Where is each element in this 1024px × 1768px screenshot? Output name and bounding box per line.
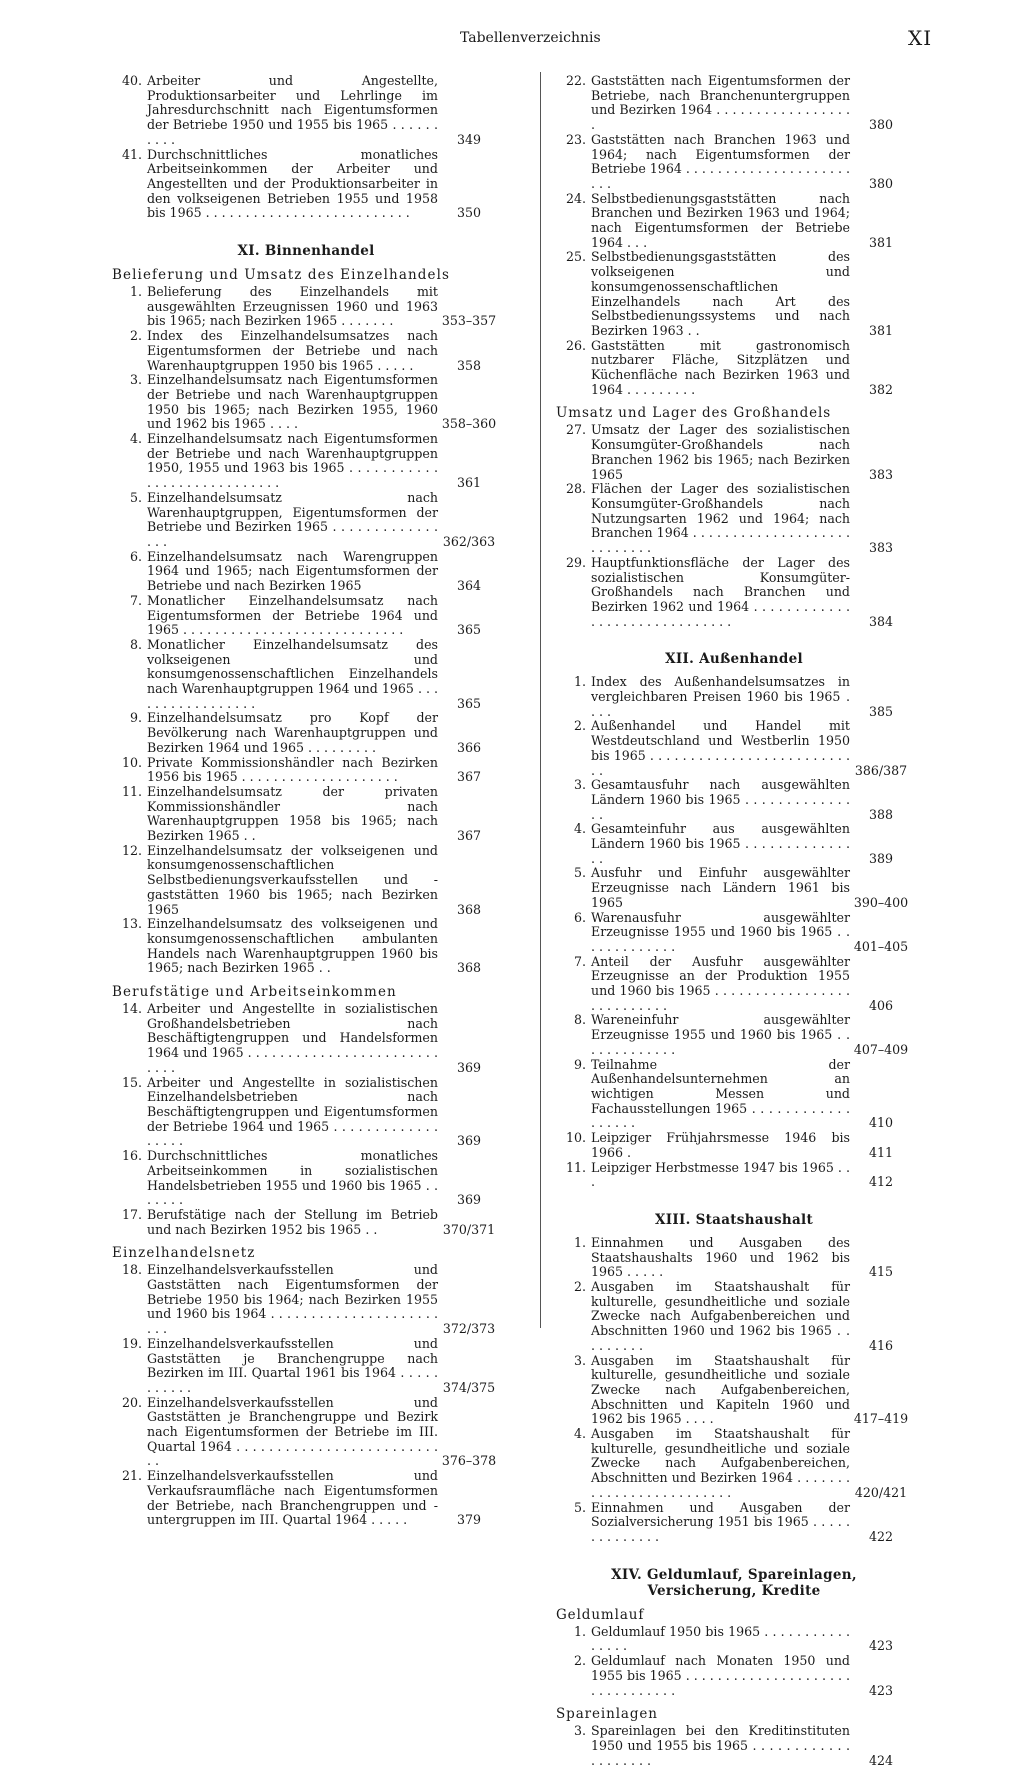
entry-page-reference: 423 [868,1682,894,1698]
entry-title: Ausgaben im Staatshaushalt für kulturelle, gesundheitliche und soziale Zwecke nach Aufgabenbereichen und Abschnitten 1960 und 1962 bis 1965 . . . . . . . . . [591,1279,850,1353]
entry-number: 3. [129,372,142,388]
toc-entry [556,1161,912,1190]
entry-number: 10. [565,1130,586,1146]
entry-list [556,1236,912,1545]
toc-entry [112,373,500,432]
toc-entry [112,638,500,712]
entry-title: Arbeiter und Angestellte in sozialistischen Großhandelsbetrieben nach Beschäftigtengruppen und Handelsformen 1964 und 1965 . . . . . . . . . . . . . . . . . . . . . . . . . . . . [147,1001,438,1075]
entry-title: Leipziger Frühjahrsmesse 1946 bis 1966 . [591,1130,850,1160]
entry-page-reference: 384 [868,613,894,629]
entry-number: 4. [573,1426,586,1442]
entry-title: Ausfuhr und Einfuhr ausgewählter Erzeugnisse nach Ländern 1961 bis 1965 [591,865,850,910]
entry-title: Wareneinfuhr ausgewählter Erzeugnisse 1955 und 1960 bis 1965 . . . . . . . . . . . . . [591,1012,850,1057]
entry-list [556,74,912,397]
toc-entry [556,1013,912,1057]
toc-entry [556,339,912,398]
entry-title: Teilnahme der Außenhandelsunternehmen an wichtigen Messen und Fachausstellungen 1965 . . . . . . . . . . . . . . . . . . [591,1056,850,1131]
entry-title: Einnahmen und Ausgaben der Sozialversicherung 1951 bis 1965 . . . . . . . . . . . . . . [591,1499,850,1544]
entry-page-reference: 358 [456,357,482,373]
toc-entry [556,1724,912,1768]
entry-page-reference: 379 [456,1512,482,1528]
entry-page-reference: 415 [868,1264,894,1280]
entry-page-reference: 364 [456,578,482,594]
entry-number: 21. [121,1468,142,1484]
toc-entry [556,911,912,955]
entry-title: Einzelhandelsumsatz pro Kopf der Bevölkerung nach Warenhauptgruppen und Bezirken 1964 und 1965 . . . . . . . . . [147,710,438,755]
entry-page-reference: 411 [868,1144,894,1160]
entry-number: 11. [565,1159,586,1175]
entry-page-reference: 369 [456,1059,482,1075]
entry-page-reference: 367 [456,769,482,785]
entry-number: 6. [129,548,142,564]
subsection-heading-spareinlagen: Spareinlagen [556,1706,658,1723]
toc-entry [112,756,500,785]
entry-page-reference: 385 [868,703,894,719]
entry-number: 5. [573,1499,586,1515]
entry-title: Arbeiter und Angestellte in sozialistischen Einzelhandelsbetrieben nach Beschäftigtengruppen und Eigentumsformen der Betriebe 1964 und 1965 . . . . . . . . . . . . . . . . . . [147,1074,438,1149]
entry-number: 29. [565,554,586,570]
entry-number: 26. [565,337,586,353]
column-divider [540,72,541,1328]
entry-page-reference: 401–405 [853,938,909,954]
entry-page-reference: 417–419 [853,1411,909,1427]
entry-number: 15. [121,1074,142,1090]
entry-list [556,675,912,1190]
entry-page-reference: 422 [868,1528,894,1544]
toc-entry [556,778,912,822]
entry-number: 12. [121,842,142,858]
left-column [112,74,500,1528]
toc-entry [112,1076,500,1150]
section-title-xiv-line1: XIV. Geldumlauf, Spareinlagen, [611,1566,857,1583]
entry-title: Ausgaben im Staatshaushalt für kulturelle, gesundheitliche und soziale Zwecke nach Aufgabenbereichen, Abschnitten und Kapiteln 1960 und 1962 bis 1965 . . . . [591,1352,850,1427]
entry-page-reference: 365 [456,695,482,711]
entry-number: 1. [573,1234,586,1250]
section-title-xii: XII. Außenhandel [665,651,803,668]
toc-entry [112,1337,500,1396]
entry-title: Anteil der Ausfuhr ausgewählter Erzeugnisse an der Produktion 1955 und 1960 bis 1965 . . . . . . . . . . . . . . . . . . . . . . . . . . . [591,953,850,1013]
entry-title: Hauptfunktionsfläche der Lager des sozialistischen Konsumgüter-Großhandels nach Branchen und Bezirken 1962 und 1964 . . . . . . . . . . . . . . . . . . . . . . . . . . . . . . [591,554,850,629]
entry-number: 9. [573,1056,586,1072]
entry-title: Gaststätten nach Branchen 1963 und 1964; nach Eigentumsformen der Betriebe 1964 . . . . . . . . . . . . . . . . . . . . . . . . [591,131,850,191]
subsection-heading-geldumlauf: Geldumlauf [556,1606,645,1623]
entry-page-reference: 388 [868,806,894,822]
entry-page-reference: 362/363 [442,533,496,549]
toc-entry [556,423,912,482]
entry-title: Ausgaben im Staatshaushalt für kulturelle, gesundheitliche und soziale Zwecke nach Aufgabenbereichen, Abschnitten und Bezirken 1964 . . . . . . . . . . . . . . . . . . . . . . . . . [591,1426,850,1500]
entry-number: 14. [121,1001,142,1017]
entry-page-reference: 374/375 [442,1379,496,1395]
toc-entry [556,1058,912,1132]
entry-title: Einzelhandelsumsatz des volkseigenen und konsumgenossenschaftlichen ambulanten Handels nach Warenhauptgruppen 1960 bis 1965; nach Bezirken 1965 . . [147,916,438,976]
entry-number: 5. [573,865,586,881]
entry-title: Gesamtausfuhr nach ausgewählten Ländern 1960 bis 1965 . . . . . . . . . . . . . . . [591,777,850,822]
entry-number: 16. [121,1148,142,1164]
entry-page-reference: 366 [456,739,482,755]
toc-entry [112,1208,500,1237]
entry-title: Monatlicher Einzelhandelsumsatz nach Eigentumsformen der Betriebe 1964 und 1965 . . . . . . . . . . . . . . . . . . . . . . . . . . . . [147,592,438,638]
entry-title: Arbeiter und Angestellte, Produktionsarbeiter und Lehrlinge im Jahresdurchschnitt nach Eigentumsformen der Betriebe 1950 und 1955 bis 1965 . . . . . . . . . . [147,73,438,147]
entry-page-reference: 406 [868,997,894,1013]
entry-list [556,1625,912,1699]
toc-entry [556,1625,912,1654]
toc-entry [112,1002,500,1076]
entry-page-reference: 412 [868,1174,894,1190]
entry-title: Monatlicher Einzelhandelsumsatz des volkseigenen und konsumgenossenschaftlichen Einzelhandels nach Warenhauptgruppen 1964 und 1965 . . . . . . . . . . . . . . . . . [147,636,438,711]
toc-entry [112,844,500,918]
entry-title: Durchschnittliches monatliches Arbeitseinkommen der Arbeiter und Angestellten und der Produktionsarbeiter in den volkseigenen Betrieben 1955 und 1958 bis 1965 . . . . . . . . . . . . . . . . . . . . . . . . . . [147,146,438,221]
toc-entry [112,711,500,755]
toc-entry [556,955,912,1014]
entry-page-reference: 382 [868,381,894,397]
toc-entry [556,822,912,866]
toc-entry [556,1501,912,1545]
entry-title: Selbstbedienungsgaststätten nach Branchen und Bezirken 1963 und 1964; nach Eigentumsformen der Betriebe 1964 . . . [591,190,850,250]
entry-page-reference: 380 [868,175,894,191]
entry-page-reference: 365 [456,622,482,638]
entry-number: 1. [129,284,142,300]
entry-number: 8. [573,1012,586,1028]
entry-title: Einzelhandelsverkaufsstellen und Gaststätten nach Eigentumsformen der Betriebe 1950 bis 1964; nach Bezirken 1955 und 1960 bis 1964 . . . . . . . . . . . . . . . . . . . . . . . . [147,1262,438,1337]
entry-number: 1. [573,1623,586,1639]
entry-title: Einzelhandelsumsatz nach Warenhauptgruppen, Eigentumsformen der Betriebe und Bezirken 1965 . . . . . . . . . . . . . . . . [147,489,438,549]
entry-number: 3. [573,777,586,793]
entry-page-reference: 350 [456,205,482,221]
toc-entry [112,594,500,638]
toc-entry [112,148,500,222]
entry-number: 27. [565,422,586,438]
subsection-heading-grosshandel: Umsatz und Lager des Großhandels [556,405,832,422]
toc-entry [556,482,912,556]
entry-number: 9. [129,710,142,726]
toc-entry [556,133,912,192]
entry-number: 5. [129,489,142,505]
entry-page-reference: 410 [868,1115,894,1131]
entry-number: 19. [121,1335,142,1351]
entry-title: Warenausfuhr ausgewählter Erzeugnisse 1955 und 1960 bis 1965 . . . . . . . . . . . . . [591,909,850,954]
entry-number: 2. [573,1653,586,1669]
toc-entry [556,250,912,338]
entry-list [556,423,912,629]
toc-entry [556,866,912,910]
toc-entry [556,1654,912,1698]
toc-entry [556,1427,912,1501]
right-column [556,74,912,1768]
entry-title: Index des Außenhandelsumsatzes in vergleichbaren Preisen 1960 bis 1965 . . . . [591,674,850,719]
entry-title: Einzelhandelsumsatz der volkseigenen und konsumgenossenschaftlichen Selbstbedienungsverkaufsstellen und -gaststätten 1960 bis 1965; nach Bezirken 1965 [147,842,438,917]
toc-entry [556,556,912,630]
entry-title: Geldumlauf 1950 bis 1965 . . . . . . . . . . . . . . . . [591,1623,850,1654]
toc-entry [112,329,500,373]
entry-number: 17. [121,1206,142,1222]
toc-entry [556,1236,912,1280]
entry-list [112,285,500,976]
entry-number: 3. [573,1352,586,1368]
entry-number: 2. [573,1279,586,1295]
toc-entry [112,74,500,148]
entry-page-reference: 420/421 [854,1484,908,1500]
entry-number: 10. [121,754,142,770]
entry-page-reference: 383 [868,466,894,482]
entry-number: 2. [129,328,142,344]
entry-list [556,1724,912,1768]
toc-entry [112,432,500,491]
entry-number: 23. [565,131,586,147]
toc-entry [112,917,500,976]
toc-entry [556,1280,912,1354]
toc-entry [112,785,500,844]
entry-title: Einzelhandelsverkaufsstellen und Gaststätten je Branchengruppe nach Bezirken im III. Quartal 1961 bis 1964 . . . . . . . . . . . [147,1335,438,1395]
entry-title: Einzelhandelsumsatz der privaten Kommissionshändler nach Warenhauptgruppen 1958 bis 1965; nach Bezirken 1965 . . [147,783,438,844]
entry-number: 7. [129,592,142,608]
entry-number: 22. [565,73,586,88]
entry-page-reference: 383 [868,540,894,556]
entry-number: 7. [573,953,586,969]
entry-title: Spareinlagen bei den Kreditinstituten 1950 und 1955 bis 1965 . . . . . . . . . . . . . . . . . . . . [591,1723,850,1768]
toc-entry [556,719,912,778]
toc-entry [556,675,912,719]
toc-entry [112,1396,500,1470]
entry-title: Selbstbedienungsgaststätten des volkseigenen und konsumgenossenschaftlichen Einzelhandels nach Art des Selbstbedienungssystems und nach Bezirken 1963 . . [591,249,850,338]
toc-entry [556,1131,912,1160]
entry-page-reference: 369 [456,1133,482,1149]
entry-title: Einzelhandelsverkaufsstellen und Gaststätten je Branchengruppe und Bezirk nach Eigentumsformen der Betriebe im III. Quartal 1964 . . . . . . . . . . . . . . . . . . . . . . . . . . . [147,1394,438,1469]
subsection-heading-berufstaetige: Berufstätige und Arbeitseinkommen [112,984,397,1001]
entry-page-reference: 353–357 [441,313,497,329]
toc-entry [556,192,912,251]
subsection-heading-einzelhandelsnetz: Einzelhandelsnetz [112,1245,256,1262]
entry-page-reference: 376–378 [441,1453,497,1469]
toc-entry [112,550,500,594]
entry-page-reference: 361 [456,475,482,491]
entry-page-reference: 424 [868,1752,894,1768]
entry-page-reference: 372/373 [442,1321,496,1337]
entry-number: 6. [573,909,586,925]
entry-number: 24. [565,190,586,206]
entry-title: Einnahmen und Ausgaben des Staatshaushalts 1960 und 1962 bis 1965 . . . . . [591,1234,850,1280]
toc-entry [112,1149,500,1208]
entry-number: 2. [573,718,586,734]
entry-number: 1. [573,674,586,690]
section-title-xi: XI. Binnenhandel [237,243,375,260]
entry-title: Durchschnittliches monatliches Arbeitseinkommen in sozialistischen Handelsbetrieben 1955 und 1960 bis 1965 . . . . . . . [147,1148,438,1208]
entry-title: Flächen der Lager des sozialistischen Konsumgüter-Großhandels nach Nutzungsarten 1962 und 1964; nach Branchen 1964 . . . . . . . . . . . . . . . . . . . . . . . . . . . . [591,481,850,556]
entry-page-reference: 390–400 [853,894,909,910]
entry-number: 13. [121,916,142,932]
entry-title: Index des Einzelhandelsumsatzes nach Eigentumsformen der Betriebe und nach Warenhauptgruppen 1950 bis 1965 . . . . . [147,328,438,373]
entry-page-reference: 380 [868,117,894,133]
entry-page-reference: 370/371 [442,1221,496,1237]
entry-page-reference: 389 [868,850,894,866]
entry-title: Einzelhandelsumsatz nach Eigentumsformen der Betriebe und nach Warenhauptgruppen 1950, 1955 und 1963 bis 1965 . . . . . . . . . . . . . . . . . . . . . . . . . . . . [147,431,438,491]
entry-title: Leipziger Herbstmesse 1947 bis 1965 . . . [591,1159,850,1190]
entry-page-reference: 407–409 [853,1041,909,1057]
section-title-xiii: XIII. Staatshaushalt [654,1211,814,1228]
toc-entry [112,491,500,550]
section-title-xiv-line2: Versicherung, Kredite [647,1582,821,1599]
entry-page-reference: 368 [456,960,482,976]
entry-title: Private Kommissionshändler nach Bezirken 1956 bis 1965 . . . . . . . . . . . . . . . . . . . . [147,754,438,785]
entry-number: 8. [129,636,142,652]
entry-number: 25. [565,249,586,265]
entry-page-reference: 368 [456,901,482,917]
entry-list [112,1263,500,1528]
entry-number: 3. [573,1723,586,1739]
entry-title: Gaststätten mit gastronomisch nutzbarer Fläche, Sitzplätzen und Küchenfläche nach Bezirken 1963 und 1964 . . . . . . . . . [591,337,850,397]
toc-entry [112,1469,500,1528]
subsection-heading-belieferung: Belieferung und Umsatz des Einzelhandels [112,267,451,284]
toc-entry [112,285,500,329]
entry-number: 40. [121,73,142,88]
entry-title: Einzelhandelsumsatz nach Warengruppen 1964 und 1965; nach Eigentumsformen der Betriebe und nach Bezirken 1965 [147,548,438,594]
entry-number: 41. [121,146,142,162]
entry-title: Belieferung des Einzelhandels mit ausgewählten Erzeugnissen 1960 und 1963 bis 1965; nach Bezirken 1965 . . . . . . . [147,284,438,329]
entry-number: 11. [121,783,142,799]
entry-title: Einzelhandelsumsatz nach Eigentumsformen der Betriebe und nach Warenhauptgruppen 1950 bis 1965; nach Bezirken 1955, 1960 und 1962 bis 1965 . . . . [147,372,438,432]
entry-page-reference: 423 [868,1638,894,1654]
entry-number: 4. [573,821,586,837]
entry-title: Einzelhandelsverkaufsstellen und Verkaufsraumfläche nach Eigentumsformen der Betriebe, nach Branchengruppen und -untergruppen im III. Quartal 1964 . . . . . [147,1468,438,1528]
running-title: Tabellenverzeichnis [460,30,601,46]
entry-title: Außenhandel und Handel mit Westdeutschland und Westberlin 1950 bis 1965 . . . . . . . . . . . . . . . . . . . . . . . . . . . [591,718,850,778]
entry-list [112,1002,500,1237]
entry-number: 4. [129,431,142,447]
entry-page-reference: 416 [868,1337,894,1353]
toc-entry [556,74,912,133]
entry-title: Gaststätten nach Eigentumsformen der Betriebe, nach Branchenuntergruppen und Bezirken 1964 . . . . . . . . . . . . . . . . . . [591,73,850,133]
entry-page-reference: 358–360 [441,416,497,432]
entry-title: Umsatz der Lager des sozialistischen Konsumgüter-Großhandels nach Branchen 1962 bis 1965; nach Bezirken 1965 [591,422,850,482]
entry-title: Gesamteinfuhr aus ausgewählten Ländern 1960 bis 1965 . . . . . . . . . . . . . . . [591,821,850,866]
toc-entry [556,1354,912,1428]
entry-number: 28. [565,481,586,497]
entry-page-reference: 349 [456,131,482,147]
entry-page-reference: 386/387 [854,762,908,778]
entry-page-reference: 381 [868,322,894,338]
entry-number: 18. [121,1262,142,1278]
entry-list [112,74,500,221]
entry-page-reference: 381 [868,234,894,250]
toc-entry [112,1263,500,1337]
page-number: XI [908,26,933,50]
entry-title: Geldumlauf nach Monaten 1950 und 1955 bis 1965 . . . . . . . . . . . . . . . . . . . . . . . . . . . . . . . . [591,1653,850,1698]
entry-number: 20. [121,1394,142,1410]
entry-title: Berufstätige nach der Stellung im Betrieb und nach Bezirken 1952 bis 1965 . . [147,1206,438,1237]
entry-page-reference: 367 [456,828,482,844]
entry-page-reference: 369 [456,1192,482,1208]
